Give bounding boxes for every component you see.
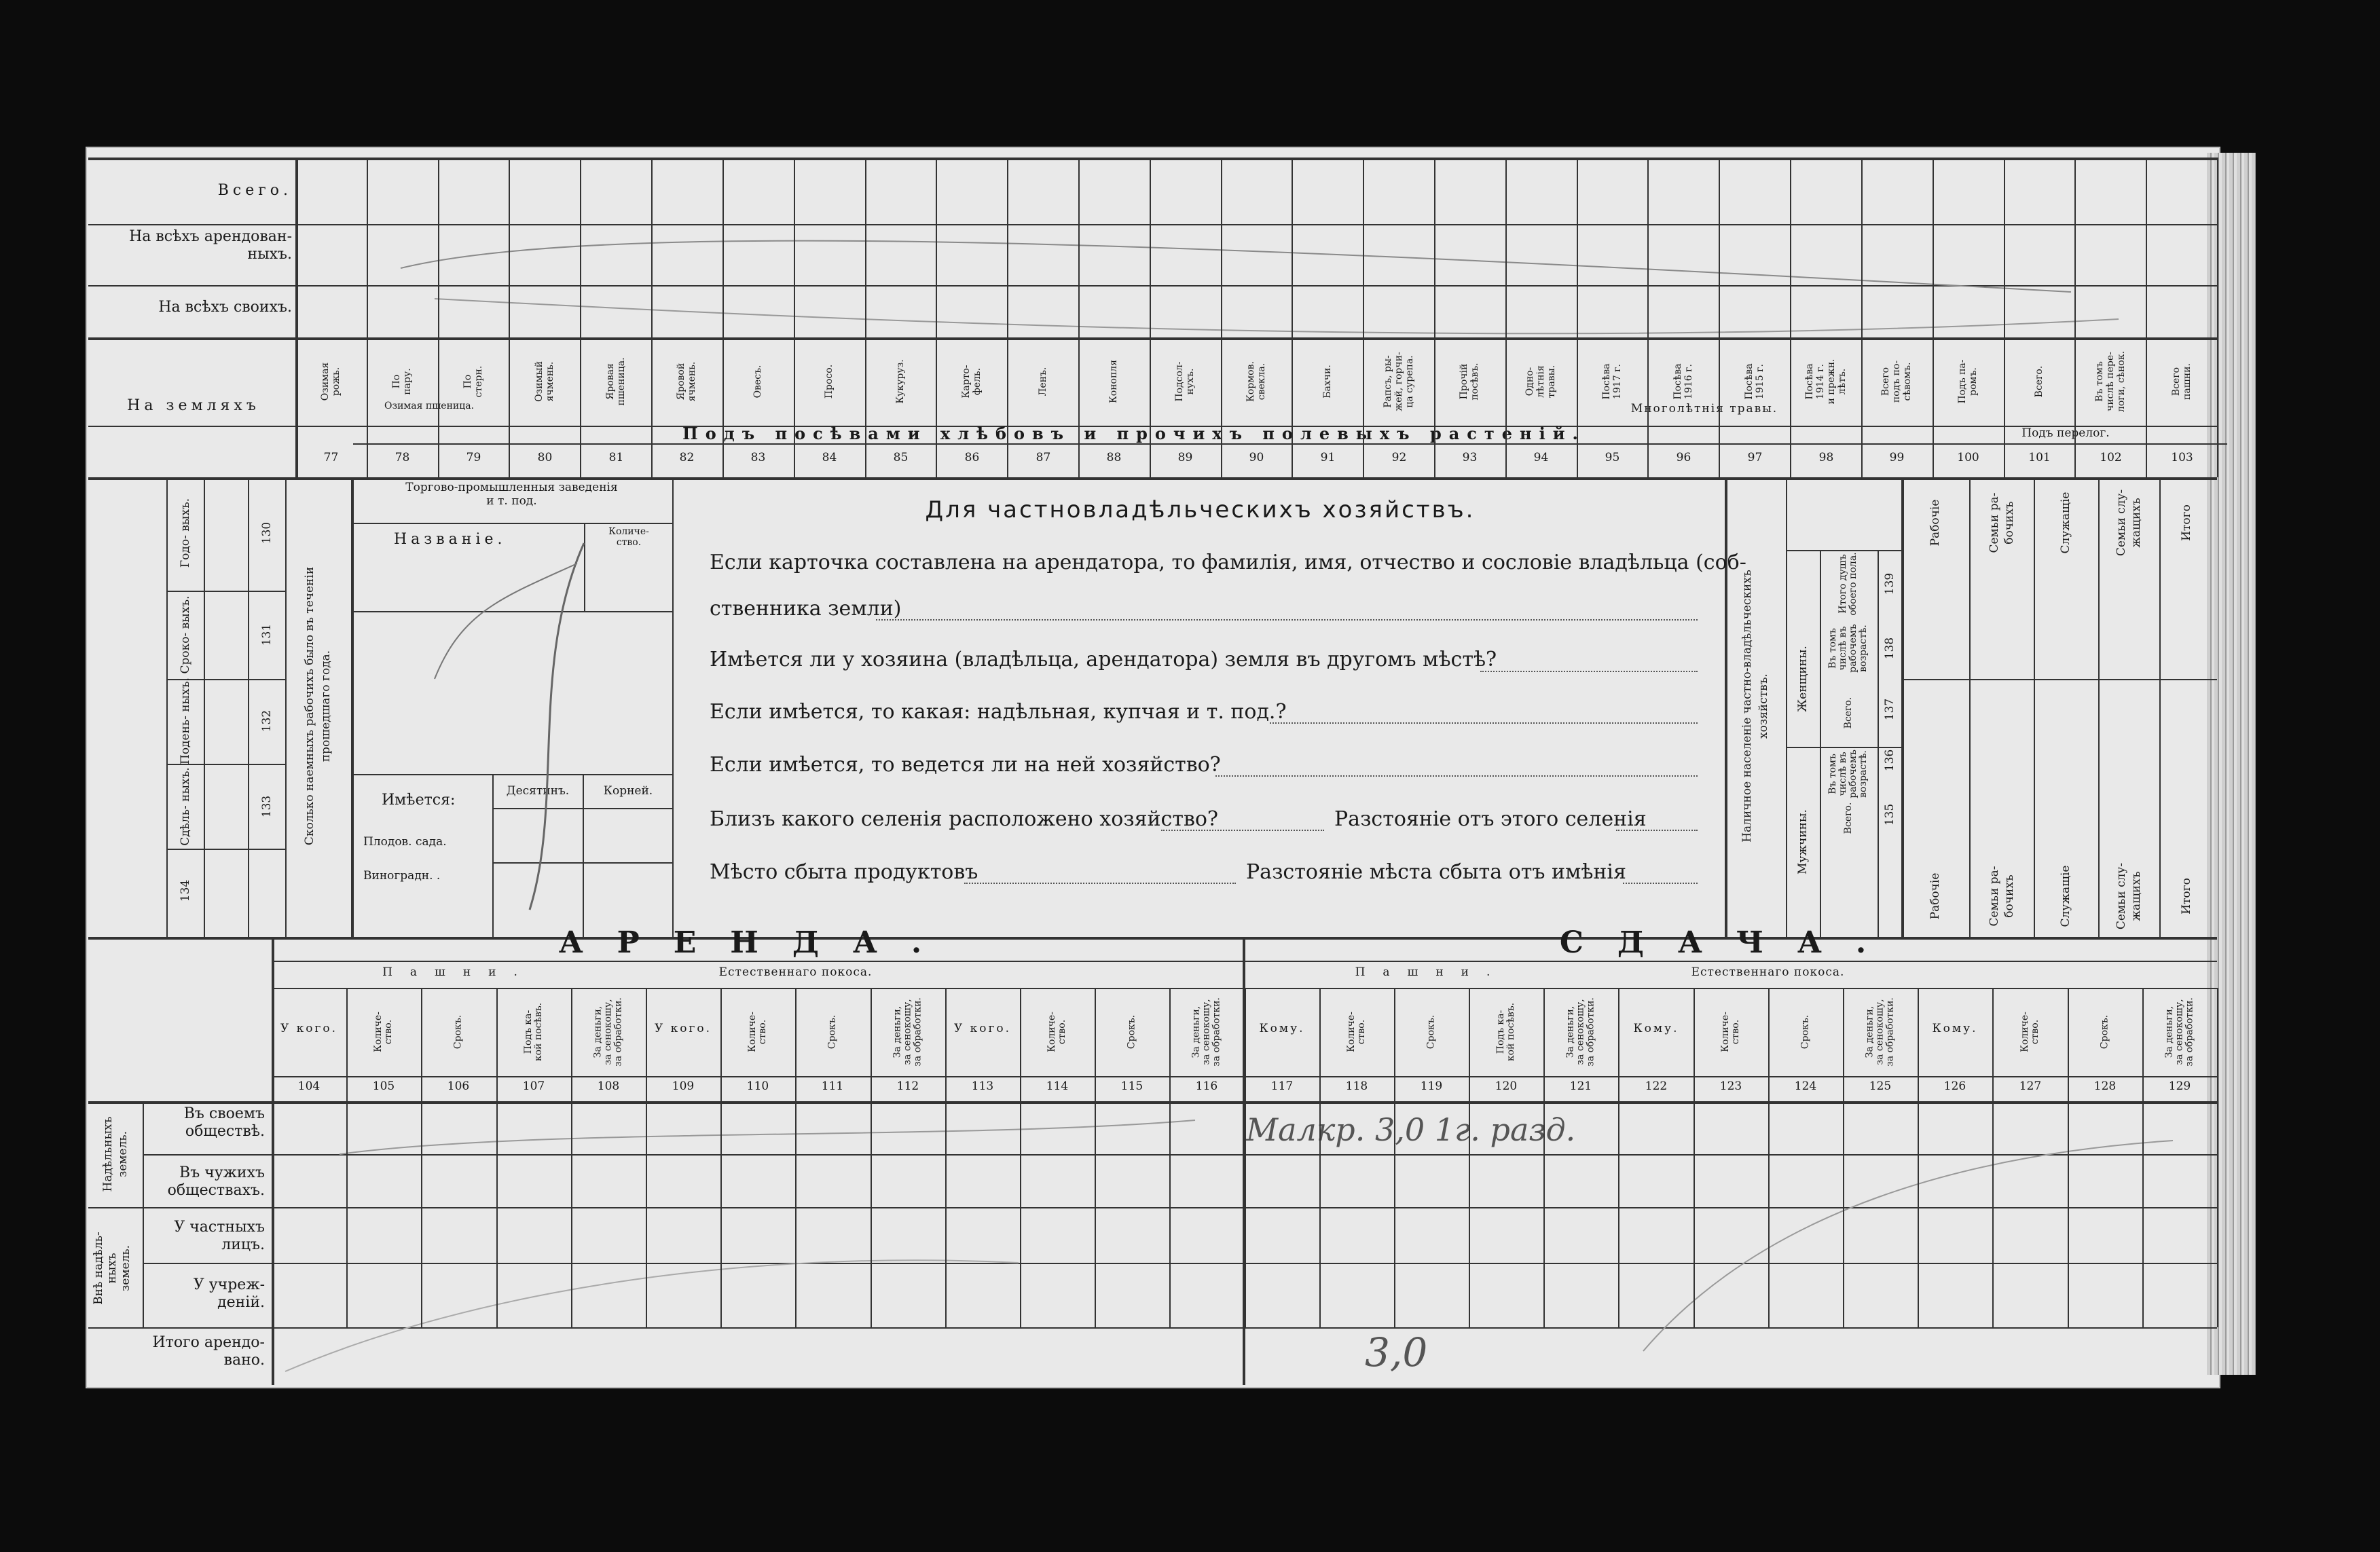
bot-col-rule-4 [571, 988, 572, 1327]
top-col-head-8: Просо. [824, 364, 835, 399]
row-svoih: На всѣхъ своихъ. [158, 299, 292, 316]
row-v-svoem: Въ своемъ обществѣ. [183, 1105, 265, 1140]
bot-col-num-105: 105 [372, 1079, 395, 1093]
top-col-head-7: Овесъ. [752, 365, 763, 399]
itogo-oboego: Итого душъ обоего пола. [1837, 552, 1859, 616]
bot-col-num-109: 109 [672, 1079, 695, 1093]
torg-title: Торгово-промышленныя заведенія и т. под. [405, 481, 618, 508]
row-u-chastnyh: У частныхъ лицъ. [174, 1219, 265, 1253]
bot-col-head-13: За деньги, за сенокошу, за обработки. [1190, 997, 1222, 1067]
top-col-num-99: 99 [1889, 451, 1905, 464]
top-col-num-88: 88 [1106, 451, 1122, 464]
naemnyh-label: Сколько наемныхъ рабочихъ было въ теченіи прошедшаго года. [303, 566, 333, 846]
bot-col-head-21: Срокъ. [1799, 1014, 1811, 1050]
top-col-head-20: Посѣва 1916 г. [1672, 363, 1694, 400]
q-near-village: Близъ какого селенія расположено хозяйство? [710, 807, 1218, 831]
top-col-head-23: Всего подъ по- сѣвомъ. [1880, 360, 1913, 403]
ozimaya-pshenica-label: Озимая пшеница. [384, 401, 475, 411]
top-col-head-2: По пару. [391, 368, 413, 395]
top-col-num-82: 82 [679, 451, 695, 464]
top-col-num-98: 98 [1818, 451, 1834, 464]
top-col-head-27: Всего пашни. [2171, 363, 2193, 400]
handwritten-total: 3,0 [1365, 1329, 1428, 1375]
num-136: 136 [1883, 749, 1897, 772]
top-col-num-103: 103 [2171, 451, 2193, 464]
bot-group-3: Естественнаго покоса. [1691, 965, 1845, 979]
top-col-rule-17 [1505, 158, 1507, 477]
bot-col-head-24: Количе- ство. [2019, 1012, 2040, 1052]
bot-col-head-10: У кого. [953, 1022, 1012, 1035]
vne-nadelnyh-group: Внѣ надѣль- ныхъ земель. [92, 1232, 132, 1305]
top-col-head-6: Яровой ячмень. [676, 361, 697, 402]
bot-col-rule-22 [1918, 988, 1919, 1327]
bot-col-head-23: Кому. [1932, 1022, 1978, 1035]
row-v-chuzhih: Въ чужихъ обществахъ. [167, 1164, 265, 1199]
top-col-head-10: Карто- фель. [961, 365, 983, 399]
kolichestvo-label: Количе- ство. [608, 526, 649, 548]
num-139: 139 [1883, 572, 1897, 595]
num-132: 132 [260, 709, 274, 733]
bot-col-head-18: За деньги, за сенокошу, за обработки. [1564, 997, 1596, 1067]
bot-col-head-15: Количе- ство. [1346, 1012, 1367, 1052]
top-col-num-89: 89 [1177, 451, 1193, 464]
bot-col-rule-13 [1245, 988, 1246, 1327]
bot-col-rule-5 [646, 988, 647, 1327]
top-col-rule-8 [865, 158, 866, 477]
bot-col-head-22: За деньги, за сенокошу, за обработки. [1864, 997, 1896, 1067]
top-col-num-97: 97 [1747, 451, 1763, 464]
bot-col-head-19: Кому. [1633, 1022, 1679, 1035]
bot-col-num-114: 114 [1046, 1079, 1069, 1093]
top-col-rule-12 [1150, 158, 1151, 477]
arenda-header: АРЕНДА. [558, 925, 956, 960]
top-col-num-100: 100 [1957, 451, 1979, 464]
bot-col-rule-6 [720, 988, 722, 1327]
bot-col-rule-15 [1394, 988, 1395, 1327]
num-131: 131 [260, 623, 274, 646]
top-col-rule-1 [367, 158, 368, 477]
f-v-tom: Въ томъ числѣ въ рабочемъ возрастѣ. [1827, 624, 1869, 673]
top-col-rule-23 [1933, 158, 1934, 477]
top-col-num-79: 79 [466, 451, 481, 464]
top-col-rule-10 [1007, 158, 1008, 477]
top-col-head-19: Посѣва 1917 г. [1601, 363, 1623, 400]
bot-col-rule-21 [1843, 988, 1844, 1327]
col-srokovyh: Сроко- выхъ. [179, 595, 192, 674]
top-col-head-4: Озимый ячмень. [534, 361, 555, 402]
top-col-head-1: Озимая рожь. [320, 362, 342, 401]
bot-col-num-108: 108 [597, 1079, 620, 1093]
top-col-num-77: 77 [323, 451, 339, 464]
semi-rabochih-top: Семьи ра- бочихъ [1988, 492, 2016, 553]
col-sdelnyh: Сдѣль- ныхъ. [179, 767, 192, 846]
top-col-num-101: 101 [2028, 451, 2051, 464]
top-col-rule-25 [2074, 158, 2076, 477]
bot-group-0: Пашни. [382, 965, 535, 979]
bot-col-head-5: За деньги, за сенокошу, за обработки. [592, 997, 624, 1067]
nazvanie-label: Названіе. [394, 531, 507, 548]
top-col-rule-11 [1078, 158, 1080, 477]
bot-col-num-115: 115 [1120, 1079, 1143, 1093]
muzhchiny-label: Мужчины. [1796, 809, 1810, 874]
bot-col-head-9: За деньги, за сенокошу, за обработки. [892, 997, 923, 1067]
bot-col-rule-25 [2142, 988, 2144, 1327]
bot-col-head-16: Срокъ. [1425, 1014, 1437, 1050]
private-farms-title: Для частновладѣльческихъ хозяйствъ. [925, 496, 1476, 523]
bot-col-rule-18 [1618, 988, 1619, 1327]
top-col-rule-19 [1647, 158, 1649, 477]
m-vsego: Всего. [1843, 802, 1854, 834]
desyatin-label: Десятинъ. [506, 784, 570, 798]
top-col-head-22: Посѣва 1914 г. и прежн. лѣтъ. [1804, 358, 1848, 405]
nadelnyh-group: Надѣльныхъ земель. [101, 1116, 130, 1192]
plodov-sada-label: Плодов. сада. [363, 835, 447, 849]
top-col-num-96: 96 [1676, 451, 1691, 464]
bot-col-num-120: 120 [1495, 1079, 1518, 1093]
bot-col-rule-12 [1169, 988, 1171, 1327]
top-col-rule-13 [1221, 158, 1222, 477]
bot-col-num-110: 110 [746, 1079, 769, 1093]
bot-col-rule-1 [346, 988, 348, 1327]
top-col-num-93: 93 [1462, 451, 1478, 464]
top-col-head-16: Рапсъ, ры- жей, горчи- ца сурепа. [1383, 352, 1415, 411]
top-col-rule-20 [1719, 158, 1720, 477]
f-vsego: Всего. [1843, 697, 1854, 729]
top-col-head-14: Кормов. свекла. [1245, 361, 1267, 402]
bot-col-rule-20 [1768, 988, 1770, 1327]
top-col-head-5: Яровая пшеница. [605, 357, 627, 406]
bot-col-num-126: 126 [1943, 1079, 1966, 1093]
bot-col-head-12: Срокъ. [1126, 1014, 1137, 1050]
num-134: 134 [179, 879, 192, 902]
bot-col-num-125: 125 [1869, 1079, 1892, 1093]
bot-col-rule-26 [2217, 988, 2218, 1327]
top-col-head-12: Конопля [1108, 359, 1119, 404]
top-col-head-26: Въ томъ числѣ пере- логи, сѣнок. [2094, 350, 2127, 413]
imeetsya-label: Имѣется: [382, 792, 456, 809]
bot-col-num-121: 121 [1569, 1079, 1592, 1093]
top-col-num-86: 86 [964, 451, 980, 464]
top-col-head-9: Кукуруз. [895, 359, 906, 404]
top-col-rule-24 [2004, 158, 2005, 477]
bot-col-rule-7 [795, 988, 797, 1327]
bot-col-head-17: Подъ ка- кой посѣвъ. [1495, 1002, 1516, 1062]
bot-group-1: Естественнаго покоса. [718, 965, 873, 979]
top-col-rule-18 [1577, 158, 1578, 477]
q-distance-village: Разстояніе отъ этого селенія [1334, 807, 1647, 831]
bot-col-num-111: 111 [821, 1079, 844, 1093]
bot-col-head-26: За деньги, за сенокошу, за обработки. [2163, 997, 2195, 1067]
top-col-rule-6 [722, 158, 724, 477]
bot-col-head-8: Срокъ. [826, 1014, 838, 1050]
bot-col-rule-9 [945, 988, 947, 1327]
top-col-num-95: 95 [1605, 451, 1620, 464]
itogo-bottom: Итого [2180, 878, 2193, 914]
row-arendovannyh: На всѣхъ арендован- ныхъ. [129, 228, 292, 263]
top-col-rule-16 [1434, 158, 1435, 477]
top-col-head-25: Всего. [2034, 365, 2045, 398]
bot-col-num-113: 113 [971, 1079, 994, 1093]
num-135: 135 [1883, 803, 1897, 826]
num-137: 137 [1883, 698, 1897, 721]
num-138: 138 [1883, 637, 1897, 660]
bot-col-rule-17 [1543, 988, 1545, 1327]
bot-col-num-106: 106 [447, 1079, 470, 1093]
bot-col-head-6: У кого. [654, 1022, 712, 1035]
row-na-zemlyah: На земляхъ [127, 397, 260, 414]
top-col-head-24: Подъ па- ромъ. [1957, 359, 1979, 404]
bot-col-head-20: Количе- ство. [1720, 1012, 1741, 1052]
top-col-rule-15 [1363, 158, 1364, 477]
bot-col-num-104: 104 [297, 1079, 321, 1093]
bot-col-rule-3 [496, 988, 498, 1327]
top-col-num-84: 84 [822, 451, 837, 464]
top-col-rule-5 [651, 158, 653, 477]
top-col-rule-14 [1292, 158, 1293, 477]
q-farming: Если имѣется, то ведется ли на ней хозяйство? [710, 753, 1221, 777]
top-col-rule-26 [2146, 158, 2147, 477]
bot-col-rule-8 [871, 988, 872, 1327]
bot-col-head-4: Подъ ка- кой посѣвъ. [523, 1002, 544, 1062]
bot-col-head-1: У кого. [280, 1022, 338, 1035]
sdacha-header: СДАЧА. [1559, 925, 1901, 960]
bot-col-rule-14 [1319, 988, 1321, 1327]
bot-col-num-107: 107 [522, 1079, 545, 1093]
q-owner-cont: ственника земли) [710, 597, 902, 621]
bot-col-num-129: 129 [2168, 1079, 2191, 1093]
m-v-tom: Въ томъ числѣ въ рабочемъ возрастѣ. [1827, 750, 1869, 798]
q-land-type: Если имѣется, то какая: надѣльная, купчая и т. под.? [710, 700, 1287, 724]
top-col-head-15: Бахчи. [1322, 365, 1333, 399]
top-col-rule-4 [580, 158, 581, 477]
top-col-num-102: 102 [2100, 451, 2122, 464]
top-col-num-90: 90 [1249, 451, 1264, 464]
row-vsego: Всего. [217, 182, 292, 199]
bot-col-head-3: Срокъ. [452, 1014, 464, 1050]
sown-area-banner: Подъ посѣвами хлѣбовъ и прочихъ полевыхъ растеній. [682, 424, 1586, 443]
bot-col-rule-23 [1992, 988, 1994, 1327]
top-col-head-18: Одно- лѣтнія травы. [1524, 365, 1557, 399]
itogo-top: Итого [2180, 504, 2193, 541]
mnogoletnie-label: Многолѣтнія травы. [1630, 402, 1778, 415]
bot-col-num-124: 124 [1794, 1079, 1817, 1093]
q-distance-market: Разстояніе мѣста сбыта отъ имѣнія [1246, 860, 1626, 884]
bot-col-num-117: 117 [1270, 1079, 1294, 1093]
bot-col-head-11: Количе- ство. [1046, 1012, 1067, 1052]
bot-col-rule-10 [1020, 988, 1021, 1327]
row-u-uchrezhdeniy: У учреж- деній. [193, 1276, 265, 1311]
top-col-num-92: 92 [1391, 451, 1407, 464]
bot-col-head-2: Количе- ство. [373, 1012, 394, 1052]
vinogradn-label: Виноградн. . [363, 869, 441, 883]
top-col-rule-22 [1861, 158, 1863, 477]
top-col-head-21: Посѣва 1915 г. [1744, 363, 1765, 400]
sluzhashchie-top: Служащіе [2059, 492, 2072, 554]
nalichnoe-label: Наличное населеніе частно-владѣльческихъ хозяйствъ. [1740, 570, 1770, 843]
top-col-head-11: Ленъ. [1038, 367, 1048, 396]
top-col-num-91: 91 [1320, 451, 1336, 464]
bot-col-num-118: 118 [1345, 1079, 1368, 1093]
bot-col-num-112: 112 [896, 1079, 919, 1093]
top-col-rule-27 [2217, 158, 2218, 477]
korney-label: Корней. [603, 784, 653, 798]
num-133: 133 [260, 795, 274, 818]
bot-col-num-122: 122 [1645, 1079, 1668, 1093]
top-col-rule-21 [1790, 158, 1791, 477]
sluzhashchie-bottom: Служащіе [2059, 865, 2072, 927]
semi-rabochih-bottom: Семьи ра- бочихъ [1988, 866, 2016, 927]
bot-col-num-119: 119 [1420, 1079, 1443, 1093]
bot-col-num-123: 123 [1719, 1079, 1742, 1093]
pod-perelog-label: Подъ перелог. [2021, 426, 2110, 440]
bot-group-2: Пашни. [1355, 965, 1508, 979]
top-col-head-13: Подсол- нухъ. [1174, 361, 1196, 402]
bot-col-head-25: Срокъ. [2099, 1014, 2110, 1050]
bot-col-num-127: 127 [2019, 1079, 2042, 1093]
top-col-rule-9 [936, 158, 937, 477]
bot-col-rule-19 [1694, 988, 1695, 1327]
row-itogo-arendovano: Итого арендо- вано. [152, 1334, 265, 1369]
handwritten-entry: Малкр. 3,0 1г. разд. [1246, 1111, 1576, 1148]
bot-col-rule-0 [272, 988, 273, 1327]
bot-col-rule-16 [1469, 988, 1470, 1327]
top-col-num-85: 85 [893, 451, 909, 464]
num-130: 130 [260, 521, 274, 544]
bot-col-head-7: Количе- ство. [747, 1012, 768, 1052]
top-col-rule-2 [438, 158, 439, 477]
top-col-rule-7 [794, 158, 795, 477]
rabochie-bottom: Рабочіе [1928, 872, 1942, 920]
top-col-rule-0 [295, 158, 297, 477]
top-col-head-3: По стерн. [462, 365, 484, 398]
semi-sluzh-bottom: Семьи слу- жащихъ [2114, 862, 2143, 930]
bot-col-head-14: Кому. [1259, 1022, 1305, 1035]
rabochie-top: Рабочіе [1928, 499, 1942, 547]
bot-col-rule-2 [421, 988, 422, 1327]
top-col-num-78: 78 [395, 451, 410, 464]
q-market: Мѣсто сбыта продуктовъ [710, 860, 978, 884]
top-col-num-80: 80 [537, 451, 553, 464]
top-col-num-87: 87 [1036, 451, 1051, 464]
semi-sluzh-top: Семьи слу- жащихъ [2114, 489, 2143, 557]
top-col-num-83: 83 [750, 451, 766, 464]
col-godovyh: Годо- выхъ. [179, 498, 192, 568]
bot-col-rule-11 [1095, 988, 1096, 1327]
q-other-land: Имѣется ли у хозяина (владѣльца, арендатора) земля въ другомъ мѣстѣ? [710, 648, 1497, 671]
top-col-head-17: Прочій посѣвъ. [1459, 363, 1480, 401]
bot-col-num-128: 128 [2093, 1079, 2117, 1093]
bot-col-num-116: 116 [1195, 1079, 1218, 1093]
col-podennyh: Подень- ныхъ. [179, 678, 192, 764]
top-col-num-81: 81 [608, 451, 624, 464]
top-col-rule-3 [509, 158, 510, 477]
bot-col-rule-24 [2068, 988, 2069, 1327]
top-col-num-94: 94 [1533, 451, 1549, 464]
zhenshchiny-label: Женщины. [1796, 646, 1810, 712]
q-owner: Если карточка составлена на арендатора, то фамилія, имя, отчество и сословіе владѣльца (соб- [710, 551, 1746, 574]
